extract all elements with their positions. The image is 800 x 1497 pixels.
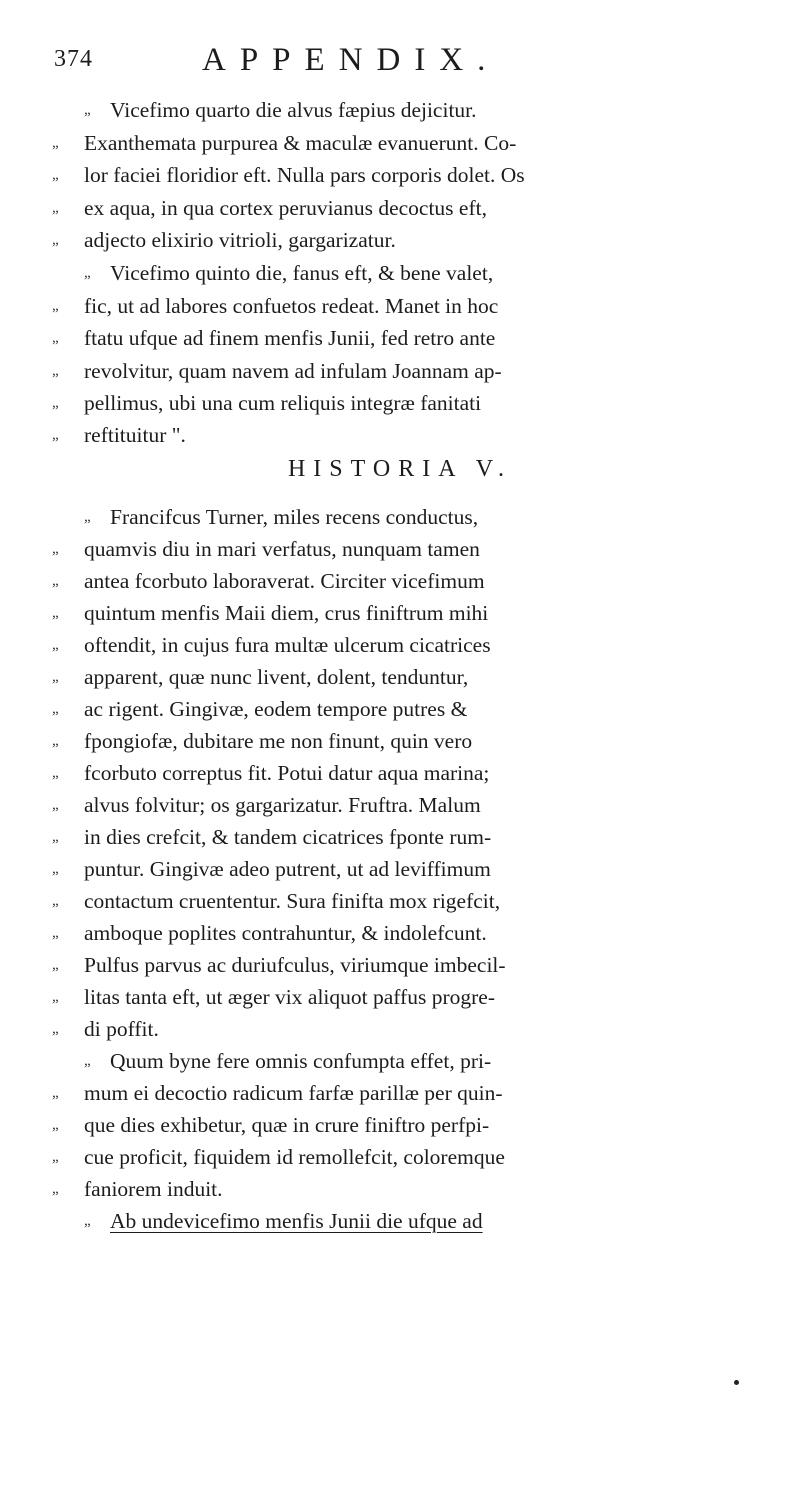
text-line [0, 790, 800, 820]
text-line [0, 193, 800, 223]
text-line [0, 534, 800, 564]
line-text: di poffit. [84, 1017, 159, 1041]
text-line [0, 694, 800, 724]
text-line [0, 95, 800, 125]
quote-marker: „ [52, 541, 59, 557]
quote-marker: „ [52, 605, 59, 621]
quote-marker: „ [52, 765, 59, 781]
text-line [0, 1174, 800, 1204]
page-number: 374 [54, 46, 93, 72]
text-line [0, 726, 800, 756]
line-text: litas tanta eft, ut æger vix aliquot paffus progre- [84, 985, 495, 1009]
text-line [0, 1046, 800, 1076]
quote-marker: „ [84, 1213, 91, 1229]
text-line [0, 323, 800, 353]
text-line [0, 662, 800, 692]
quote-marker: „ [52, 925, 59, 941]
quote-marker: „ [52, 637, 59, 653]
text-line [0, 258, 800, 288]
text-line [0, 982, 800, 1012]
line-text: contactum cruententur. Sura finifta mox rigefcit, [84, 889, 501, 913]
text-line [0, 566, 800, 596]
quote-marker: „ [52, 363, 59, 379]
quote-marker: „ [52, 298, 59, 314]
quote-marker: „ [52, 733, 59, 749]
line-text: quintum menfis Maii diem, crus finiftrum mihi [84, 601, 489, 625]
quote-marker: „ [52, 1181, 59, 1197]
running-head: APPENDIX. [202, 42, 500, 78]
quote-marker: „ [52, 893, 59, 909]
quote-marker: „ [84, 509, 91, 525]
text-line [0, 1142, 800, 1172]
line-text: in dies crefcit, & tandem cicatrices fponte rum- [84, 825, 492, 849]
line-text: Quum byne fere omnis confumpta effet, pri- [110, 1049, 492, 1073]
page-header [54, 42, 754, 86]
line-text: Pulfus parvus ac duriufculus, viriumque imbecil- [84, 953, 506, 977]
line-text: Vicefimo quinto die, fanus eft, & bene valet, [110, 261, 494, 285]
quote-marker: „ [52, 167, 59, 183]
text-line [0, 388, 800, 418]
text-line [0, 822, 800, 852]
line-text: mum ei decoctio radicum farfæ parillæ per quin- [84, 1081, 503, 1105]
quote-marker: „ [52, 330, 59, 346]
quote-marker: „ [52, 797, 59, 813]
ink-speck [734, 1380, 739, 1385]
line-text: amboque poplites contrahuntur, & indolefcunt. [84, 921, 487, 945]
text-line [0, 886, 800, 916]
line-text: adjecto elixirio vitrioli, gargarizatur. [84, 228, 396, 252]
text-line [0, 598, 800, 628]
line-text: que dies exhibetur, quæ in crure finiftro perfpi- [84, 1113, 490, 1137]
text-line [0, 291, 800, 321]
line-text: ex aqua, in qua cortex peruvianus decoctus eft, [84, 196, 487, 220]
text-line [0, 918, 800, 948]
line-text: cue proficit, fiquidem id remollefcit, coloremque [84, 1145, 505, 1169]
text-line [0, 1078, 800, 1108]
line-text: apparent, quæ nunc livent, dolent, tenduntur, [84, 665, 469, 689]
text-line [0, 420, 800, 450]
quote-marker: „ [52, 957, 59, 973]
line-text: quamvis diu in mari verfatus, nunquam tamen [84, 537, 480, 561]
text-line [0, 128, 800, 158]
text-line [0, 356, 800, 386]
quote-marker: „ [52, 989, 59, 1005]
quote-marker: „ [52, 232, 59, 248]
line-text: revolvitur, quam navem ad infulam Joannam ap- [84, 359, 502, 383]
section-heading: HISTORIA V. [287, 456, 513, 482]
quote-marker: „ [52, 1149, 59, 1165]
line-text: fcorbuto correptus fit. Potui datur aqua marina; [84, 761, 490, 785]
quote-marker: „ [52, 135, 59, 151]
line-text: Francifcus Turner, miles recens conductus, [110, 505, 479, 529]
quote-marker: „ [52, 701, 59, 717]
line-text: puntur. Gingivæ adeo putrent, ut ad leviffimum [84, 857, 491, 881]
text-line [0, 225, 800, 255]
line-text: Vicefimo quarto die alvus fæpius dejicitur. [110, 98, 477, 122]
text-line [0, 502, 800, 532]
line-text: fpongiofæ, dubitare me non finunt, quin vero [84, 729, 473, 753]
line-text: oftendit, in cujus fura multæ ulcerum cicatrices [84, 633, 491, 657]
text-line [0, 854, 800, 884]
quote-marker: „ [52, 669, 59, 685]
quote-marker: „ [84, 1053, 91, 1069]
line-text: reftituitur ". [84, 423, 186, 447]
text-line [0, 758, 800, 788]
line-text: Exanthemata purpurea & maculæ evanuerunt. Co- [84, 131, 517, 155]
quote-marker: „ [52, 573, 59, 589]
line-text: antea fcorbuto laboraverat. Circiter vicefimum [84, 569, 485, 593]
text-line [0, 1014, 800, 1044]
quote-marker: „ [52, 1085, 59, 1101]
text-line [0, 1206, 800, 1236]
text-line [0, 950, 800, 980]
line-text: alvus folvitur; os gargarizatur. Fruftra. Malum [84, 793, 481, 817]
line-text: pellimus, ubi una cum reliquis integræ fanitati [84, 391, 482, 415]
line-text: Ab undevicefimo menfis Junii die ufque ad [110, 1209, 483, 1233]
text-line [0, 1110, 800, 1140]
quote-marker: „ [52, 427, 59, 443]
text-line [0, 160, 800, 190]
quote-marker: „ [52, 395, 59, 411]
line-text: ftatu ufque ad finem menfis Junii, fed retro ante [84, 326, 496, 350]
text-line [0, 630, 800, 660]
quote-marker: „ [84, 102, 91, 118]
line-text: ac rigent. Gingivæ, eodem tempore putres & [84, 697, 468, 721]
line-text: fic, ut ad labores confuetos redeat. Manet in hoc [84, 294, 499, 318]
quote-marker: „ [52, 1021, 59, 1037]
quote-marker: „ [52, 200, 59, 216]
quote-marker: „ [52, 861, 59, 877]
quote-marker: „ [52, 1117, 59, 1133]
quote-marker: „ [84, 265, 91, 281]
quote-marker: „ [52, 829, 59, 845]
line-text: faniorem induit. [84, 1177, 223, 1201]
line-text: lor faciei floridior eft. Nulla pars corporis dolet. Os [84, 163, 525, 187]
